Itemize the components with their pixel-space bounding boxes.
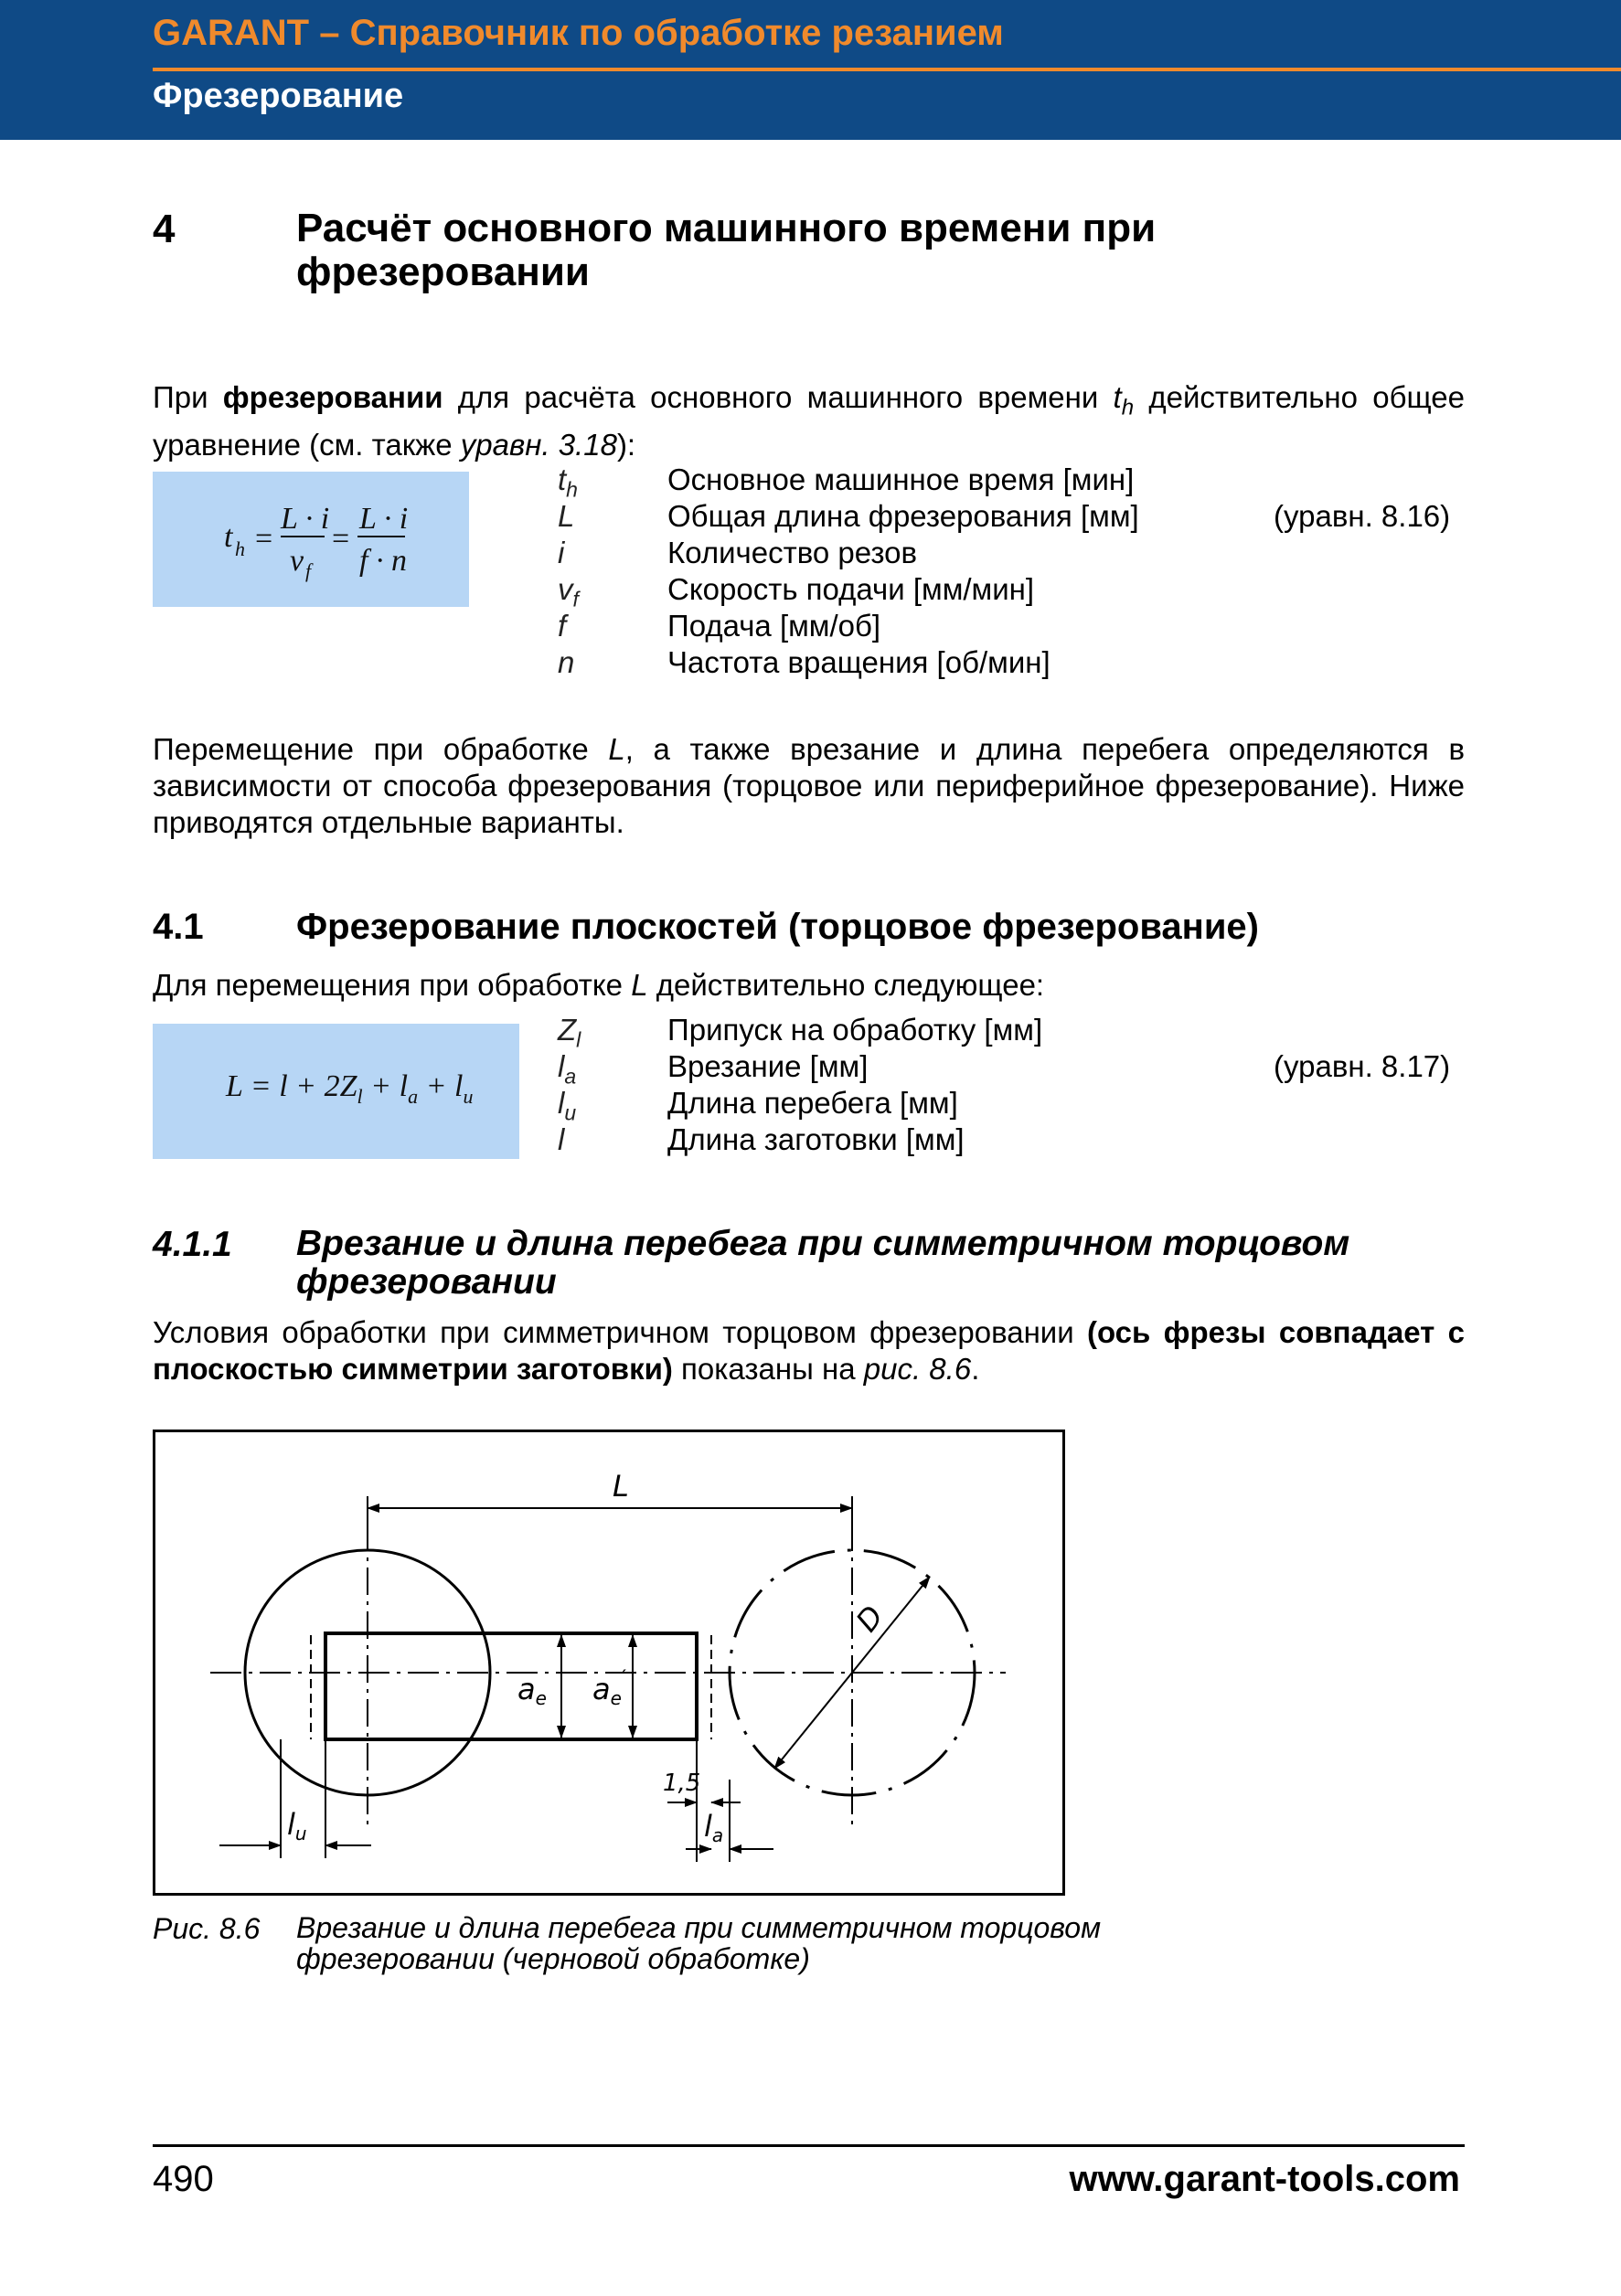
footer-rule [153, 2144, 1465, 2147]
header-rule [153, 68, 1621, 71]
section-title-line1: Расчёт основного машинного времени при [296, 206, 1157, 250]
label-ae: ae [517, 1672, 547, 1709]
paragraph-41-intro: Для перемещения при обработке L действительно следующее: [153, 968, 1045, 1002]
legend-symbol: $Z_l$ [558, 1013, 581, 1052]
label-L: L [613, 1469, 629, 1504]
formula-box-8-16 [153, 472, 469, 607]
website-link[interactable]: www.garant-tools.com [1069, 2159, 1460, 2199]
formula-lhs: t [224, 520, 233, 554]
section-title [296, 207, 1156, 294]
subsection-number: 4.1 [153, 907, 204, 947]
legend-definition: Длина перебега [мм] [667, 1086, 958, 1120]
page-header [0, 0, 1621, 140]
milling-diagram [155, 1432, 1062, 1893]
legend-symbol: $l_a$ [558, 1049, 577, 1089]
formula-equals-1: = [255, 522, 273, 556]
equation-reference: (уравн. 8.17) [1274, 1049, 1451, 1083]
subsubsection-title: Врезание и длина перебега при симметричном торцовом фрезеровании [296, 1224, 1350, 1302]
legend-symbol: l [558, 1122, 565, 1156]
figure-caption-label: Рис. 8.6 [153, 1912, 261, 1945]
formula-denominator-2: f · n [359, 544, 407, 578]
legend-symbol: $t_h$ [558, 462, 578, 502]
figure-caption-text: Врезание и длина перебега при симметричном торцовом фрезеровании (черновой обработке) [296, 1911, 1102, 1975]
intro-symbol-sub: h [1121, 395, 1135, 420]
formula-box-8-17 [153, 1024, 519, 1159]
formula-lhs-sub: h [235, 537, 245, 560]
legend-definition: Скорость подачи [мм/мин] [667, 572, 1035, 606]
paragraph-movement: Перемещение при обработке L, а также врезание и длина перебега определяются в зависимости от способа фрезерования (торцовое или периферийное фрезерование). Ниже приводятся отдельные варианты. [153, 732, 1465, 839]
label-D: D [848, 1599, 890, 1639]
section-title-line2: фрезеровании [296, 250, 590, 294]
figure-8-6 [153, 1430, 1065, 1896]
intro-paragraph [153, 379, 1465, 463]
page-number: 490 [153, 2159, 214, 2199]
legend-symbol: $v_f$ [558, 572, 579, 611]
formula-numerator-1: L · i [281, 502, 330, 536]
workpiece [325, 1633, 697, 1739]
section-number: 4 [153, 207, 176, 251]
label-lu: lu [287, 1807, 307, 1844]
formula-equals-2: = [332, 522, 350, 556]
paragraph-411: Условия обработки при симметричном торцовом фрезеровании (ось фрезы совпадает с плоскостью симметрии заготовки) показаны на рис. 8.6. [153, 1315, 1465, 1386]
formula-denominator-1: v [290, 544, 304, 578]
formula-numerator-2: L · i [359, 502, 409, 536]
legend-symbol: n [558, 645, 575, 679]
formula-denominator-1-sub: f [305, 559, 312, 582]
subsubsection-number: 4.1.1 [153, 1225, 232, 1264]
legend-definition: Общая длина фрезерования [мм] [667, 499, 1139, 533]
legend-definition: Подача [мм/об] [667, 609, 881, 643]
legend-definition: Длина заготовки [мм] [667, 1122, 965, 1156]
legend-symbol: f [558, 609, 567, 643]
label-la: la [704, 1809, 724, 1846]
formula-8-17: $L = l + 2Z_l + l_a + l_u$ [226, 1069, 474, 1108]
legend-symbol: L [558, 499, 575, 533]
intro-bold: фрезеровании [222, 380, 443, 414]
legend-definition: Частота вращения [об/мин] [667, 645, 1050, 679]
intro-reference: уравн. 3.18 [460, 427, 617, 462]
legend-symbol: $l_u$ [558, 1086, 577, 1125]
subsection-title: Фрезерование плоскостей (торцовое фрезерование) [296, 907, 1259, 947]
label-dimension-1-5: 1,5 [663, 1770, 701, 1797]
legend-definition: Припуск на обработку [мм] [667, 1013, 1043, 1047]
legend-symbol: i [558, 536, 565, 569]
label-ae-prime: ae′ [592, 1667, 626, 1709]
formula-8-16 [153, 472, 469, 607]
intro-text: При [153, 380, 223, 414]
header-title: GARANT – Справочник по обработке резанием [153, 13, 1004, 53]
intro-symbol: t [1113, 380, 1122, 414]
header-subtitle: Фрезерование [153, 77, 404, 115]
legend-definition: Врезание [мм] [667, 1049, 869, 1083]
legend-definition: Основное машинное время [мин] [667, 462, 1135, 496]
equation-reference: (уравн. 8.16) [1274, 499, 1451, 533]
intro-text-post: действительно общее уравнение (см. также [153, 380, 1465, 462]
intro-text-mid: для расчёта основного машинного времени [443, 380, 1114, 414]
intro-text-end: ): [616, 427, 636, 462]
legend-definition: Количество резов [667, 536, 918, 569]
